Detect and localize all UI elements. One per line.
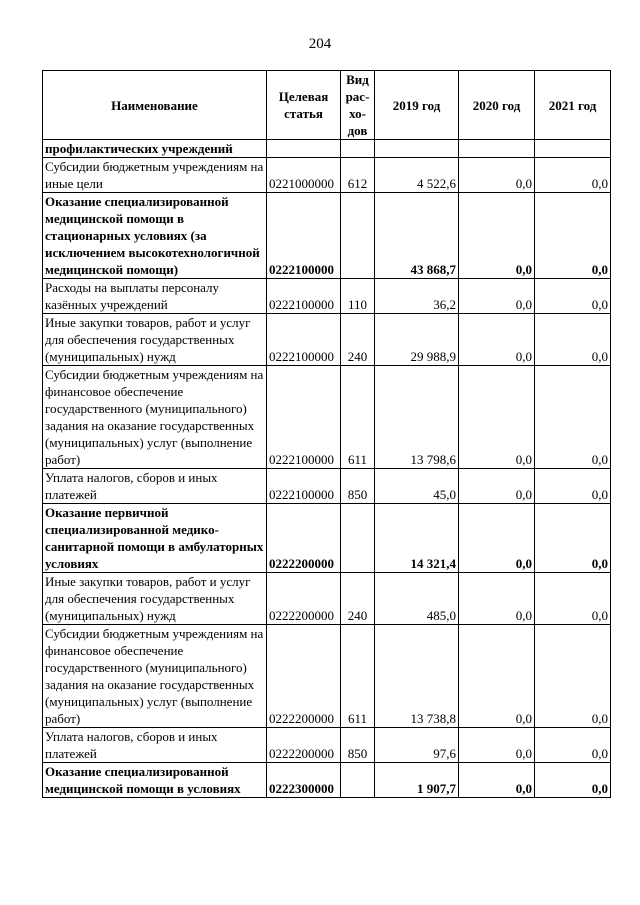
row-name-cell: Оказание первичной специализированной медико-санитарной помощи в амбулаторных условиях <box>43 504 267 573</box>
row-2020-cell: 0,0 <box>459 193 535 279</box>
table-row <box>43 573 611 625</box>
table-row <box>43 469 611 504</box>
row-2019-cell: 97,6 <box>375 728 459 763</box>
row-kind-cell: 850 <box>341 728 375 763</box>
row-name-cell: Уплата налогов, сборов и иных платежей <box>43 469 267 504</box>
row-2021-cell: 0,0 <box>535 366 611 469</box>
row-target-cell: 0222200000 <box>267 573 341 625</box>
row-target-cell: 0222100000 <box>267 469 341 504</box>
row-target-cell: 0222200000 <box>267 625 341 728</box>
table-row <box>43 504 611 573</box>
row-target-cell: 0222100000 <box>267 279 341 314</box>
table-row <box>43 193 611 279</box>
row-target-cell: 0221000000 <box>267 158 341 193</box>
row-name-cell: Субсидии бюджетным учреждениям на финансовое обеспечение государственного (муниципального) задания на оказание государственных (муниципальных) услуг (выполнение работ) <box>43 366 267 469</box>
row-2020-cell: 0,0 <box>459 504 535 573</box>
row-2021-cell: 0,0 <box>535 625 611 728</box>
row-target-cell: 0222100000 <box>267 366 341 469</box>
row-kind-cell <box>341 193 375 279</box>
row-2020-cell: 0,0 <box>459 625 535 728</box>
row-target-cell: 0222100000 <box>267 193 341 279</box>
row-target-cell: 0222300000 <box>267 763 341 798</box>
row-2021-cell: 0,0 <box>535 193 611 279</box>
row-name-cell: Субсидии бюджетным учреждениям на иные цели <box>43 158 267 193</box>
row-name-cell: Иные закупки товаров, работ и услуг для обеспечения государственных (муниципальных) нужд <box>43 314 267 366</box>
row-2020-cell: 0,0 <box>459 158 535 193</box>
table-row <box>43 625 611 728</box>
table-body <box>43 140 611 798</box>
row-target-cell: 0222200000 <box>267 504 341 573</box>
table-row <box>43 314 611 366</box>
row-2021-cell <box>535 140 611 158</box>
row-2019-cell: 45,0 <box>375 469 459 504</box>
row-2021-cell: 0,0 <box>535 728 611 763</box>
row-kind-cell: 611 <box>341 625 375 728</box>
header-2021: 2021 год <box>535 71 611 140</box>
row-2020-cell: 0,0 <box>459 763 535 798</box>
row-name-cell: Уплата налогов, сборов и иных платежей <box>43 728 267 763</box>
row-2019-cell: 485,0 <box>375 573 459 625</box>
header-2020: 2020 год <box>459 71 535 140</box>
header-name: Наименование <box>43 71 267 140</box>
row-2021-cell: 0,0 <box>535 279 611 314</box>
row-target-cell <box>267 140 341 158</box>
row-2020-cell: 0,0 <box>459 279 535 314</box>
header-target: Целевая статья <box>267 71 341 140</box>
row-2019-cell: 36,2 <box>375 279 459 314</box>
row-2020-cell: 0,0 <box>459 728 535 763</box>
row-kind-cell <box>341 504 375 573</box>
row-kind-cell <box>341 140 375 158</box>
budget-table <box>42 70 611 798</box>
row-name-cell: Расходы на выплаты персоналу казённых учреждений <box>43 279 267 314</box>
row-2021-cell: 0,0 <box>535 314 611 366</box>
row-name-cell: Оказание специализированной медицинской помощи в стационарных условиях (за исключением высокотехнологичной медицинской помощи) <box>43 193 267 279</box>
row-kind-cell: 612 <box>341 158 375 193</box>
header-2019: 2019 год <box>375 71 459 140</box>
table-row <box>43 366 611 469</box>
row-2019-cell: 4 522,6 <box>375 158 459 193</box>
row-2020-cell: 0,0 <box>459 469 535 504</box>
row-2019-cell: 13 738,8 <box>375 625 459 728</box>
table-row <box>43 279 611 314</box>
row-2019-cell: 29 988,9 <box>375 314 459 366</box>
row-target-cell: 0222200000 <box>267 728 341 763</box>
row-name-cell: профилактических учреждений <box>43 140 267 158</box>
header-kind: Вид рас-хо-дов <box>341 71 375 140</box>
row-kind-cell: 110 <box>341 279 375 314</box>
header-row <box>43 71 611 140</box>
table-row <box>43 158 611 193</box>
row-kind-cell <box>341 763 375 798</box>
row-2020-cell: 0,0 <box>459 573 535 625</box>
row-2021-cell: 0,0 <box>535 158 611 193</box>
table-row <box>43 763 611 798</box>
row-2019-cell: 1 907,7 <box>375 763 459 798</box>
row-2021-cell: 0,0 <box>535 504 611 573</box>
row-name-cell: Субсидии бюджетным учреждениям на финансовое обеспечение государственного (муниципального) задания на оказание государственных (муниципальных) услуг (выполнение работ) <box>43 625 267 728</box>
row-2021-cell: 0,0 <box>535 763 611 798</box>
row-kind-cell: 240 <box>341 573 375 625</box>
row-name-cell: Иные закупки товаров, работ и услуг для обеспечения государственных (муниципальных) нужд <box>43 573 267 625</box>
row-kind-cell: 240 <box>341 314 375 366</box>
row-kind-cell: 611 <box>341 366 375 469</box>
row-2021-cell: 0,0 <box>535 573 611 625</box>
row-2020-cell <box>459 140 535 158</box>
row-name-cell: Оказание специализированной медицинской помощи в условиях <box>43 763 267 798</box>
row-2019-cell: 43 868,7 <box>375 193 459 279</box>
row-2019-cell: 14 321,4 <box>375 504 459 573</box>
row-2020-cell: 0,0 <box>459 366 535 469</box>
table-row <box>43 140 611 158</box>
row-2020-cell: 0,0 <box>459 314 535 366</box>
page-number: 204 <box>308 36 332 52</box>
table-row <box>43 728 611 763</box>
row-2021-cell: 0,0 <box>535 469 611 504</box>
row-kind-cell: 850 <box>341 469 375 504</box>
row-2019-cell <box>375 140 459 158</box>
row-2019-cell: 13 798,6 <box>375 366 459 469</box>
row-target-cell: 0222100000 <box>267 314 341 366</box>
